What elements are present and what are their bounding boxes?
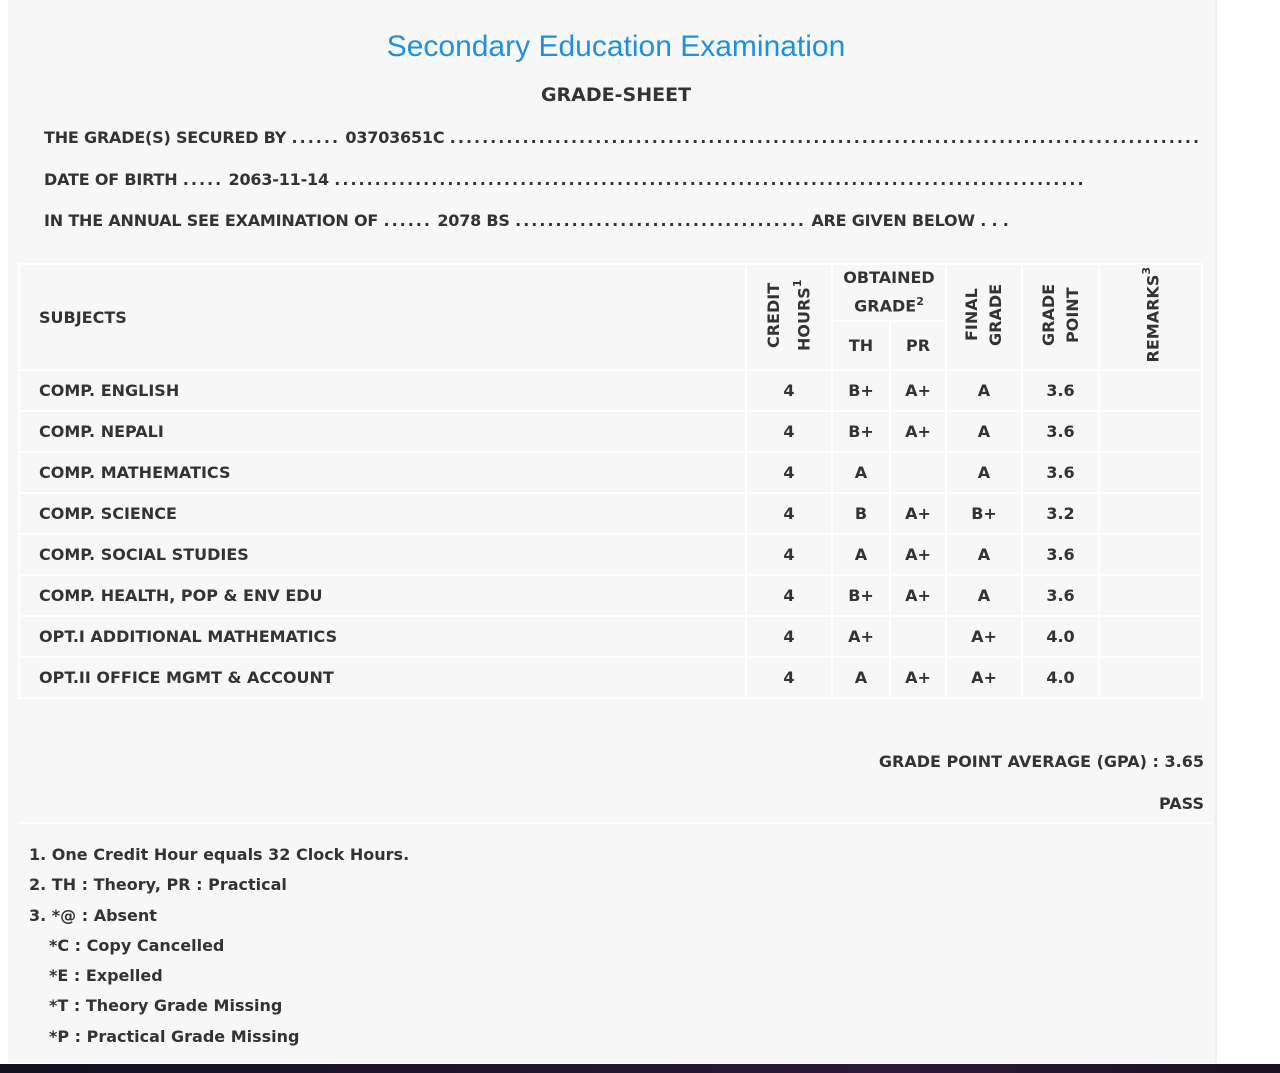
point-cell: 3.6	[1022, 575, 1099, 616]
dob-label: DATE OF BIRTH	[44, 170, 178, 189]
note: 3. *@ : Absent	[29, 905, 157, 925]
th-cell: A	[832, 657, 890, 698]
pr-cell: A+	[890, 370, 946, 411]
result-status: PASS	[1159, 794, 1204, 813]
dob-value: 2063-11-14	[228, 170, 329, 189]
table-row	[19, 616, 1202, 657]
table-row	[19, 575, 1202, 616]
subject-cell: COMP. MATHEMATICS	[19, 452, 746, 493]
symbol-number: 03703651C	[345, 128, 445, 147]
point-cell: 3.6	[1022, 370, 1099, 411]
credit-cell: 4	[746, 575, 832, 616]
point-cell: 3.6	[1022, 411, 1099, 452]
final-cell: A+	[946, 616, 1022, 657]
table-row	[19, 370, 1202, 411]
remarks-cell	[1099, 534, 1202, 575]
pr-cell: A+	[890, 411, 946, 452]
secured-by-line: THE GRADE(S) SECURED BY ...... 03703651C .............................................................................................	[44, 128, 1202, 147]
secured-label: THE GRADE(S) SECURED BY	[44, 128, 287, 147]
remarks-cell	[1099, 657, 1202, 698]
taskbar-edge	[0, 1064, 1280, 1073]
point-cell: 3.2	[1022, 493, 1099, 534]
final-cell: A	[946, 534, 1022, 575]
credit-hours-header: CREDIT HOURS$^1$	[746, 264, 832, 370]
point-cell: 4.0	[1022, 616, 1099, 657]
th-cell: A	[832, 534, 890, 575]
credit-cell: 4	[746, 493, 832, 534]
grade-sheet-heading: GRADE-SHEET	[540, 84, 692, 106]
th-cell: A	[832, 452, 890, 493]
credit-cell: 4	[746, 411, 832, 452]
subject-cell: OPT.II OFFICE MGMT & ACCOUNT	[19, 657, 746, 698]
remarks-cell	[1099, 575, 1202, 616]
final-cell: A	[946, 411, 1022, 452]
subject-cell: COMP. HEALTH, POP & ENV EDU	[19, 575, 746, 616]
th-cell: A+	[832, 616, 890, 657]
th-cell: B+	[832, 575, 890, 616]
subjects-header: SUBJECTS	[19, 264, 746, 370]
exam-year: 2078 BS	[437, 211, 510, 230]
pr-cell	[890, 616, 946, 657]
note: *E : Expelled	[49, 966, 163, 986]
pr-cell: A+	[890, 534, 946, 575]
final-grade-header: FINAL GRADE	[946, 264, 1022, 370]
th-header: TH	[832, 321, 890, 370]
table-row	[19, 534, 1202, 575]
pr-header: PR	[890, 321, 946, 370]
th-cell: B	[832, 493, 890, 534]
remarks-cell	[1099, 452, 1202, 493]
subject-cell: COMP. SOCIAL STUDIES	[19, 534, 746, 575]
pr-cell: A+	[890, 493, 946, 534]
table-row	[19, 411, 1202, 452]
final-cell: A	[946, 370, 1022, 411]
remarks-cell	[1099, 411, 1202, 452]
point-cell: 4.0	[1022, 657, 1099, 698]
exam-label: IN THE ANNUAL SEE EXAMINATION OF	[44, 211, 379, 230]
credit-cell: 4	[746, 534, 832, 575]
note: 1. One Credit Hour equals 32 Clock Hours.	[29, 845, 410, 864]
footnotes	[29, 840, 409, 1052]
pr-cell: A+	[890, 657, 946, 698]
point-cell: 3.6	[1022, 534, 1099, 575]
table-row	[19, 452, 1202, 493]
note: *P : Practical Grade Missing	[49, 1026, 300, 1046]
credit-cell: 4	[746, 370, 832, 411]
divider	[18, 822, 1213, 824]
pr-cell	[890, 452, 946, 493]
credit-cell: 4	[746, 452, 832, 493]
remarks-header: REMARKS$^3$	[1099, 264, 1202, 370]
remarks-cell	[1099, 370, 1202, 411]
grade-point-header: GRADE POINT	[1022, 264, 1099, 370]
table-row	[19, 657, 1202, 698]
note: *T : Theory Grade Missing	[49, 996, 283, 1016]
point-cell: 3.6	[1022, 452, 1099, 493]
given-below: ARE GIVEN BELOW . . .	[811, 211, 1009, 230]
note: *C : Copy Cancelled	[49, 935, 225, 955]
pr-cell: A+	[890, 575, 946, 616]
table-row	[19, 493, 1202, 534]
note: 2. TH : Theory, PR : Practical	[29, 875, 287, 895]
credit-cell: 4	[746, 616, 832, 657]
dob-line: DATE OF BIRTH ..... 2063-11-14 .............................................................................................	[44, 170, 1086, 189]
exam-line: IN THE ANNUAL SEE EXAMINATION OF ...... 2078 BS .................................... ARE GIVEN BELOW . . .	[44, 211, 1009, 230]
gpa: GRADE POINT AVERAGE (GPA) : 3.65	[878, 752, 1204, 771]
grades-table	[18, 263, 1203, 699]
remarks-cell	[1099, 616, 1202, 657]
final-cell: A	[946, 575, 1022, 616]
subject-cell: COMP. SCIENCE	[19, 493, 746, 534]
subject-cell: COMP. ENGLISH	[19, 370, 746, 411]
remarks-cell	[1099, 493, 1202, 534]
final-cell: A	[946, 452, 1022, 493]
th-cell: B+	[832, 370, 890, 411]
subject-cell: OPT.I ADDITIONAL MATHEMATICS	[19, 616, 746, 657]
page-title: Secondary Education Examination	[386, 30, 846, 63]
credit-cell: 4	[746, 657, 832, 698]
final-cell: A+	[946, 657, 1022, 698]
th-cell: B+	[832, 411, 890, 452]
final-cell: B+	[946, 493, 1022, 534]
obtained-grade-header: OBTAINED GRADE$^2$	[832, 264, 946, 321]
subject-cell: COMP. NEPALI	[19, 411, 746, 452]
